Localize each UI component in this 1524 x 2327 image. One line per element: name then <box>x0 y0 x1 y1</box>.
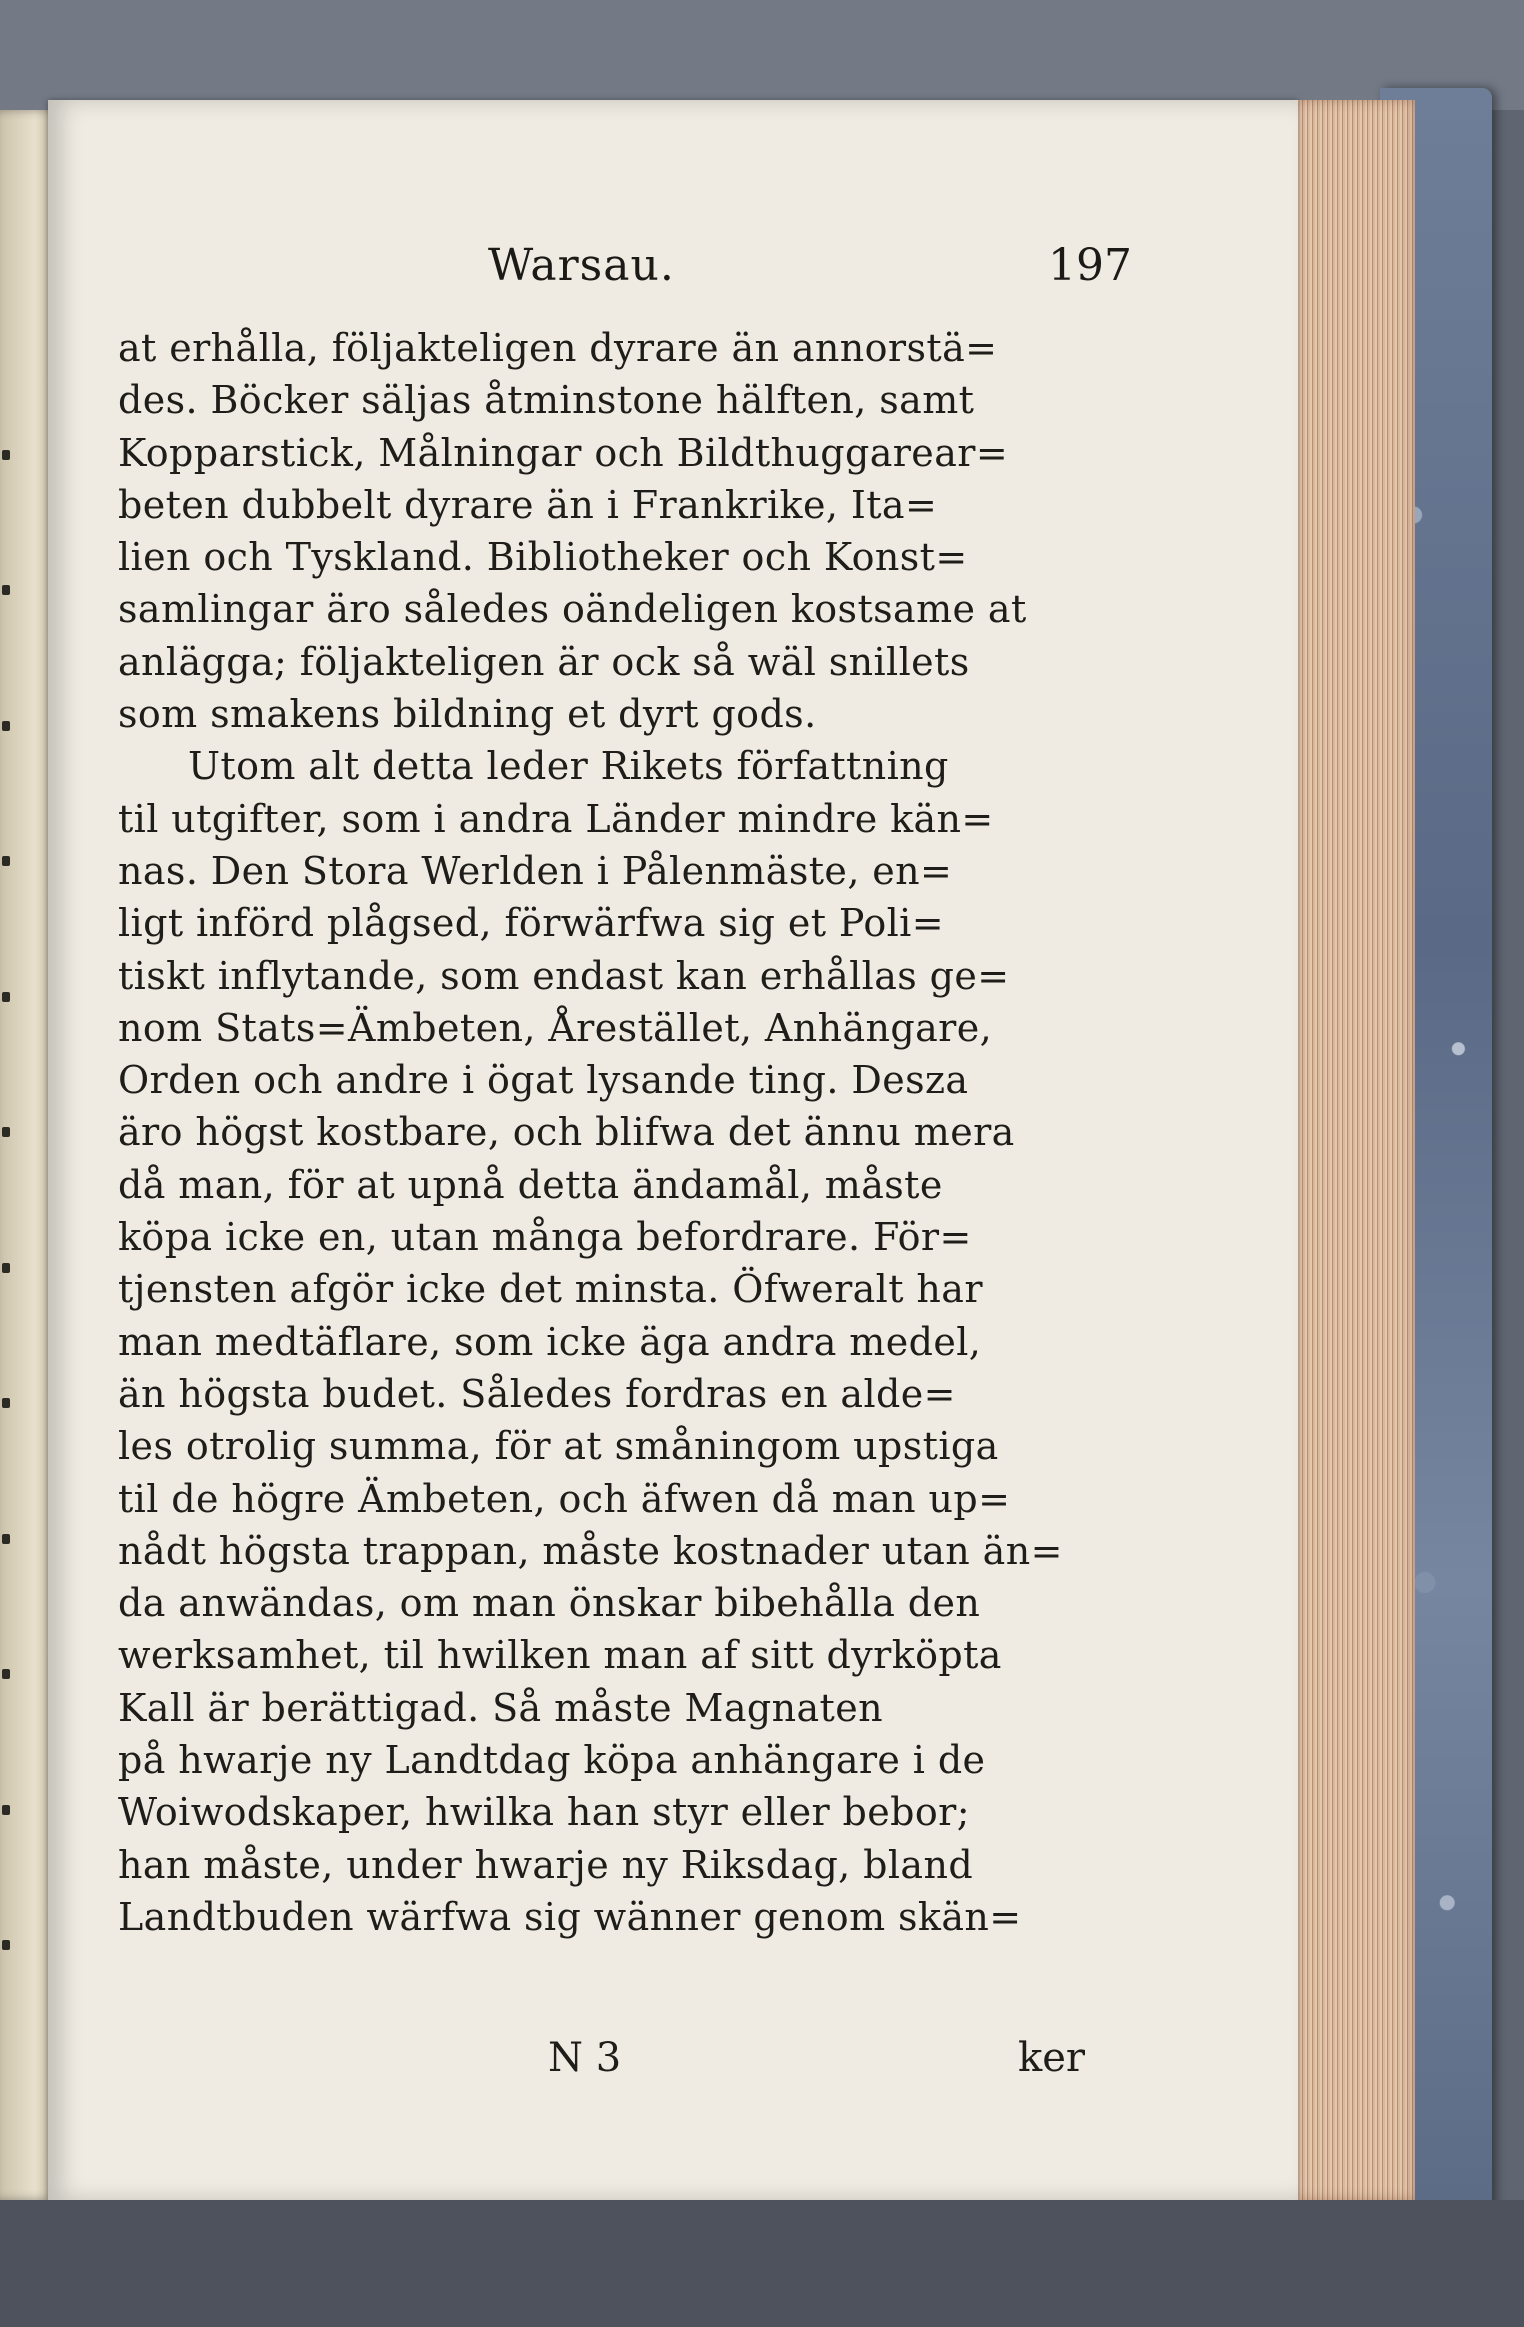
running-title: Warsau. <box>488 240 675 291</box>
bottom-backdrop <box>0 2200 1524 2327</box>
text-line: Kall är berättigad. Så måste Magnaten <box>118 1685 883 1730</box>
text-line: Landtbuden wärfwa sig wänner genom skän= <box>118 1894 1022 1939</box>
text-line: les otrolig summa, för at småningom upstiga <box>118 1424 999 1469</box>
signature-mark: N 3 <box>548 2035 622 2081</box>
text-line: anlägga; följakteligen är ock så wäl snillets <box>118 639 970 684</box>
running-head <box>48 240 1298 300</box>
text-line: at erhålla, följakteligen dyrare än annorstä= <box>118 326 998 370</box>
text-line: än högsta budet. Således fordras en alde= <box>118 1371 956 1416</box>
text-line: werksamhet, til hwilken man af sitt dyrköpta <box>118 1633 1002 1678</box>
text-line: Woiwodskaper, hwilka han styr eller bebor; <box>118 1790 970 1835</box>
text-line: tjensten afgör icke det minsta. Öfweralt har <box>118 1267 983 1312</box>
text-line: nom Stats=Ämbeten, Årestället, Anhängare, <box>118 1005 993 1050</box>
book-page <box>48 100 1298 2200</box>
text-line: beten dubbelt dyrare än i Frankrike, Ita= <box>118 482 938 527</box>
text-line: samlingar äro således oändeligen kostsame at <box>118 587 1027 632</box>
text-line: tiskt inflytande, som endast kan erhållas ge= <box>118 953 1010 998</box>
text-line: äro högst kostbare, och blifwa det ännu mera <box>118 1110 1015 1155</box>
catchword: ker <box>1018 2035 1086 2081</box>
text-line: da anwändas, om man önskar bibehålla den <box>118 1581 981 1626</box>
page-footer <box>48 2035 1298 2095</box>
text-line: han måste, under hwarje ny Riksdag, bland <box>118 1842 974 1887</box>
text-line: nådt högsta trappan, måste kostnader utan än= <box>118 1528 1063 1573</box>
text-line: til de högre Ämbeten, och äfwen då man up= <box>118 1476 1011 1521</box>
left-margin-marks <box>2 450 16 1950</box>
text-line: nas. Den Stora Werlden i Pålenmäste, en= <box>118 848 953 893</box>
text-line: då man, för at upnå detta ändamål, måste <box>118 1162 943 1207</box>
backdrop <box>0 0 1524 110</box>
text-line: Utom alt detta leder Rikets författning <box>188 744 949 789</box>
text-line: som smakens bildning et dyrt gods. <box>118 692 817 737</box>
body-text <box>118 322 1118 1943</box>
text-line: des. Böcker säljas åtminstone hälften, samt <box>118 378 975 423</box>
text-line: til utgifter, som i andra Länder mindre kän= <box>118 796 994 841</box>
text-line: ligt införd plågsed, förwärfwa sig et Poli= <box>118 901 944 946</box>
text-line: Kopparstick, Målningar och Bildthuggarear= <box>118 430 1009 475</box>
page-number: 197 <box>1048 240 1132 291</box>
text-line: på hwarje ny Landtdag köpa anhängare i de <box>118 1738 986 1783</box>
text-line: köpa icke en, utan många befordrare. För= <box>118 1215 972 1260</box>
text-line: lien och Tyskland. Bibliotheker och Konst= <box>118 535 968 580</box>
text-line: Orden och andre i ögat lysande ting. Desza <box>118 1058 969 1103</box>
text-line: man medtäflare, som icke äga andra medel, <box>118 1319 982 1364</box>
